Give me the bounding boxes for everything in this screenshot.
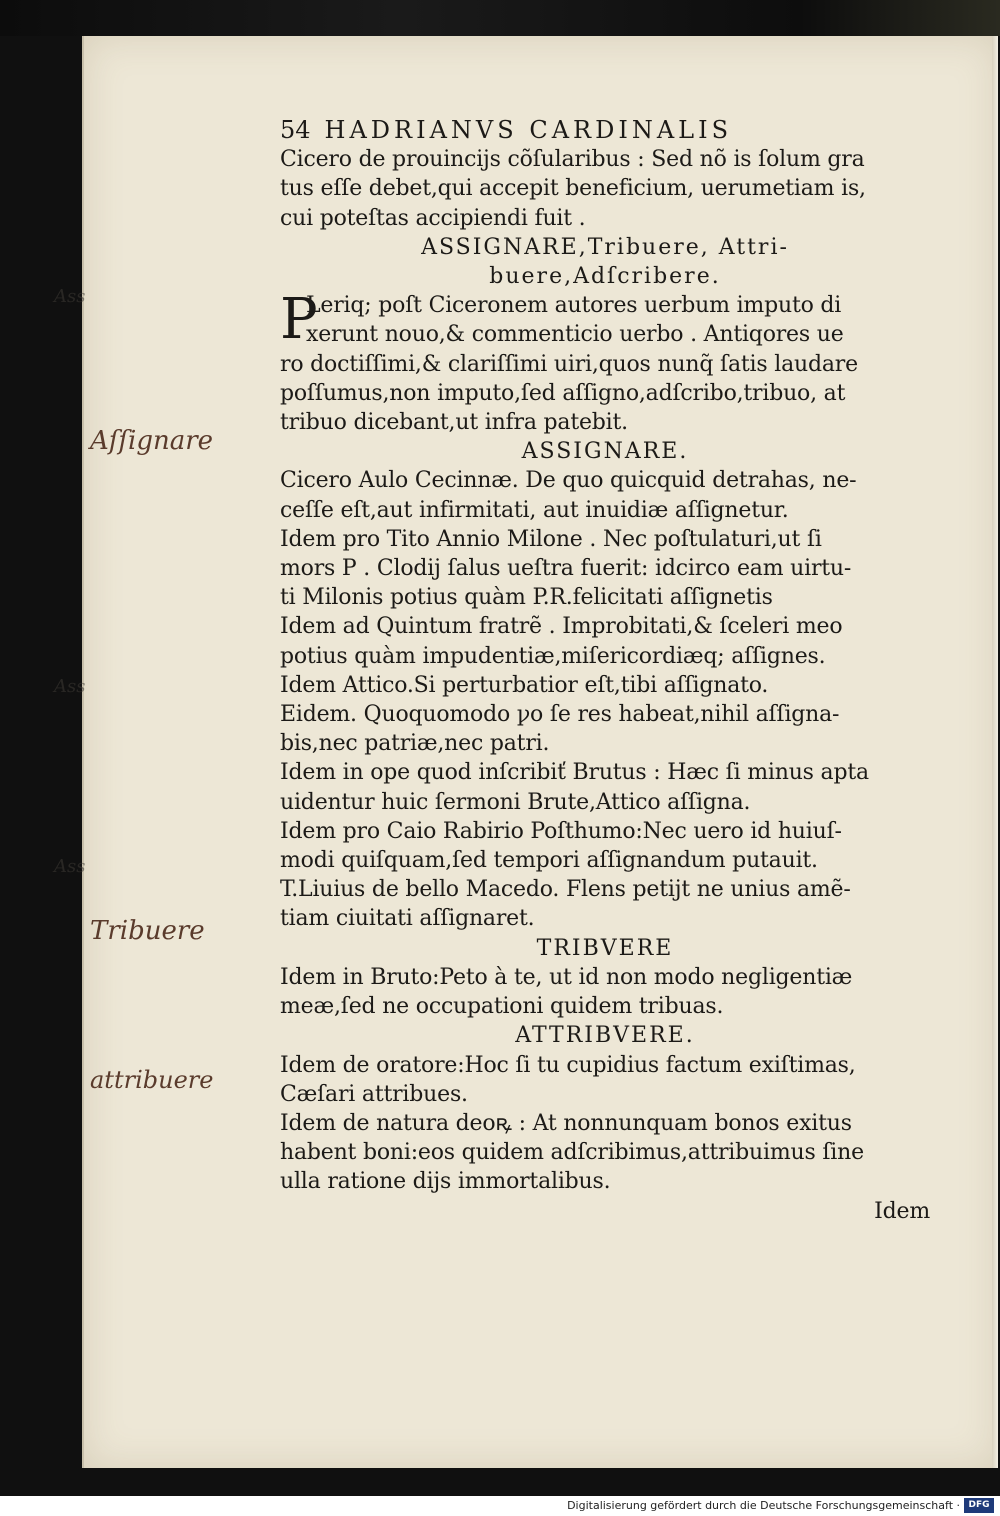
drop-cap: P — [280, 287, 318, 353]
text-line: tus eſſe debet,qui accepit beneficium, uerumetiam is, — [280, 176, 866, 202]
marginal-note-attribuere: attribuere — [90, 1066, 214, 1094]
section-heading: buere,Adſcribere. — [489, 264, 721, 290]
text-line: Eidem. Quoquomodo ꝩo ſe res habeat,nihil aſſigna- — [280, 702, 840, 728]
page-edge — [992, 36, 998, 1468]
marginal-note-tribuere: Tribuere — [90, 916, 205, 946]
marginal-note-faint: Ass — [54, 676, 86, 697]
book-page — [54, 36, 998, 1468]
text-line: bis,nec patriæ,nec patri. — [280, 731, 550, 757]
text-line: Idem de oratore:Hoc ſi tu cupidius factum exiſtimas, — [280, 1052, 856, 1078]
scan-top-edge — [0, 0, 1000, 36]
text-line: potius quàm impudentiæ,miſericordiæq; aſſignes. — [280, 643, 826, 669]
footer-bar — [0, 1496, 1000, 1516]
text-line: uidentur huic ſermoni Brute,Attico aſſigna. — [280, 789, 751, 815]
paragraph-line: xerunt nouo,& commenticio uerbo . Antiqores ue — [306, 322, 844, 348]
marginal-note-assignare: Aſſignare — [90, 426, 214, 456]
text-line: T.Liuius de bello Macedo. Flens petijt ne unius amẽ- — [280, 877, 851, 903]
funding-credit: Digitalisierung gefördert durch die Deutsche Forschungsgemeinschaft · — [567, 1499, 960, 1512]
text-line: Idem in Bruto:Peto à te, ut id non modo negligentiæ — [280, 964, 853, 990]
text-line: ti Milonis potius quàm P.R.felicitati aſſignetis — [280, 585, 773, 611]
text-line: tribuo dicebant,ut infra patebit. — [280, 410, 628, 436]
text-line: poſſumus,non imputo,ſed aſſigno,adſcribo,tribuo, at — [280, 380, 846, 406]
text-line: Idem de natura deoꝶ : At nonnunquam bonos exitus — [280, 1110, 852, 1136]
text-line: Cicero Aulo Cecinnæ. De quo quicquid detrahas, ne- — [280, 468, 857, 494]
running-header — [280, 116, 930, 145]
text-line: Idem in ope quod inſcribiť Brutus : Hæc ſi minus apta — [280, 760, 869, 786]
section-heading: ASSIGNARE,Tribuere, Attri- — [421, 234, 789, 260]
text-line: Cæſari attribues. — [280, 1081, 468, 1107]
section-heading: ATTRIBVERE. — [515, 1023, 695, 1049]
text-line: cui poteſtas accipiendi fuit . — [280, 205, 586, 231]
text-line: tiam ciuitati aſſignaret. — [280, 906, 535, 932]
dfg-logo: DFG — [964, 1498, 994, 1513]
text-line: habent boni:eos quidem adſcribimus,attribuimus ſine — [280, 1140, 864, 1166]
main-text-block — [280, 116, 930, 1226]
text-line: Idem ad Quintum fratrẽ . Improbitati,& ſceleri meo — [280, 614, 843, 640]
section-heading: ASSIGNARE. — [521, 439, 689, 465]
text-line: mors P . Clodij ſalus ueſtra fuerit: idcirco eam uirtu- — [280, 556, 852, 582]
text-line: ulla ratione dijs immortalibus. — [280, 1169, 611, 1195]
catchword: Idem — [874, 1198, 930, 1224]
text-line: Idem Attico.Si perturbatior eſt,tibi aſſignato. — [280, 672, 769, 698]
marginal-note-faint: Ass — [54, 286, 86, 307]
text-line: modi quiſquam,ſed tempori aſſignandum putauit. — [280, 848, 818, 874]
paragraph-text: Leriq; poſt Ciceronem autores uerbum imputo di — [306, 293, 842, 319]
text-lines — [280, 145, 930, 1226]
text-line: Idem pro Tito Annio Milone . Nec poſtulaturi,ut ſi — [280, 526, 822, 552]
text-line: ro doctiſſimi,& clariſſimi uiri,quos nunq̃ ſatis laudare — [280, 351, 858, 377]
text-line: ceſſe eſt,aut infirmitati, aut inuidiæ aſſignetur. — [280, 497, 789, 523]
marginal-note-faint: Ass — [54, 856, 86, 877]
page-number: 54 — [280, 116, 311, 144]
running-title: HADRIANVS CARDINALIS — [324, 116, 733, 144]
text-line: meæ,ſed ne occupationi quidem tribuas. — [280, 994, 724, 1020]
text-line: Idem pro Caio Rabirio Poſthumo:Nec uero id huiuſ- — [280, 818, 842, 844]
section-heading: TRIBVERE — [536, 935, 674, 961]
text-line: Cicero de prouincijs cõſularibus : Sed nõ is ſolum gra — [280, 147, 865, 173]
